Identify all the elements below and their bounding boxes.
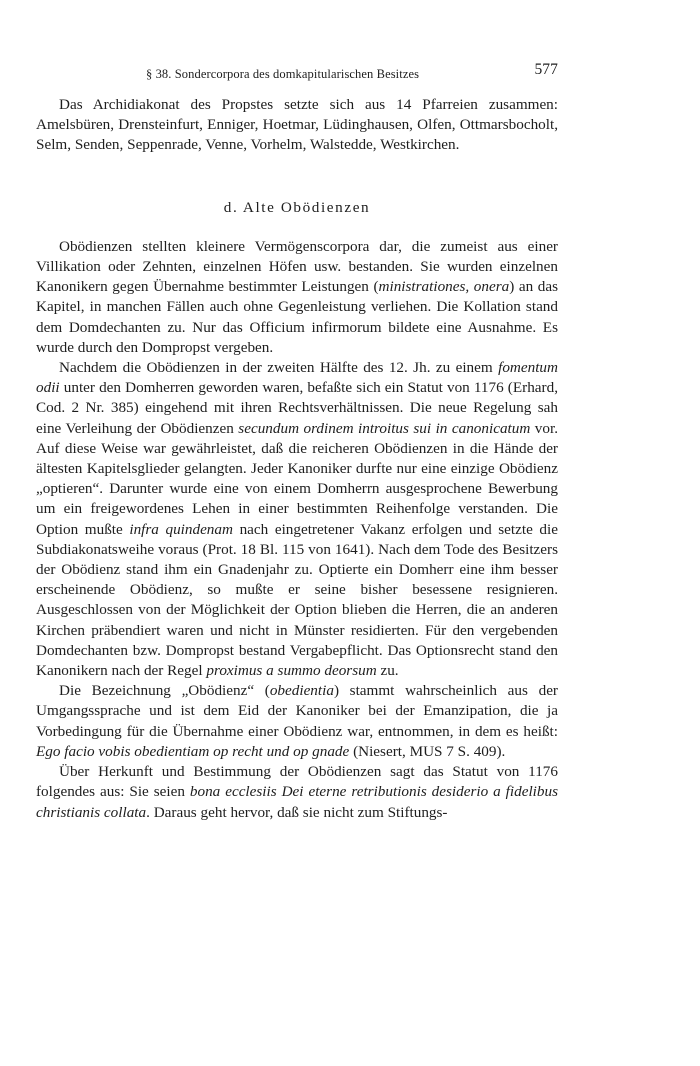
paragraph-bezeichnung bbox=[36, 681, 558, 762]
text-run: Obödienzen stellten kleinere Vermögenscorpora dar, die zumeist aus einer Villikation oder Zehnten, einzelnen Höfen usw. bestanden. Sie wurden einzelnen Kanonikern gegen Übernahme bestimmter Leistungen ( bbox=[36, 237, 558, 296]
latin-term: secundum ordinem introitus sui in canonicatum bbox=[238, 419, 531, 437]
latin-term: ministrationes, onera bbox=[378, 278, 510, 296]
text-run: Die Bezeichnung „Obödienz“ ( bbox=[59, 682, 270, 700]
text-run: Über Herkunft und Bestimmung der Obödienzen sagt das Statut von 1176 folgendes aus: Sie seien bbox=[36, 763, 558, 801]
latin-term: proximus a summo deorsum bbox=[206, 662, 377, 680]
body-text bbox=[36, 95, 558, 823]
text-run: zu. bbox=[376, 662, 399, 680]
paragraph-statut-1176 bbox=[36, 358, 558, 681]
latin-quote: bona ecclesiis Dei eterne retributionis desiderio a fidelibus christianis collata bbox=[36, 783, 558, 821]
text-run: (Niesert, MUS 7 S. 409). bbox=[349, 742, 506, 760]
text-run: vor. Auf diese Weise war gewährleistet, daß die reicheren Obödienzen in die Hände der ältesten Kapitelsglieder gelangten. Jeder Kanoniker durfte nur eine einzige Obödienz „optieren“. Darunter wurde eine von einem Domherrn ausgesprochene Bewerbung um ein freigewordenes Lehen in einer bestimmten Reihenfolge verstanden. Die Option mußte bbox=[36, 419, 558, 538]
paragraph-archidiakonat: Das Archidiakonat des Propstes setzte sich aus 14 Pfarreien zusammen: Amelsbüren, Drensteinfurt, Enniger, Hoetmar, Lüdinghausen, Olfen, Ottmarsbocholt, Selm, Senden, Seppenrade, Venne, Vorhelm, Walstedde, Westkirchen. bbox=[36, 96, 558, 154]
text-run: ) stammt wahrscheinlich aus der Umgangssprache und ist dem Eid der Kanoniker bei der Emanzipation, die ja Vorbedingung für die Übernahme einer Obödienz war, entnommen, in dem es heißt: bbox=[36, 682, 558, 740]
page-number: 577 bbox=[534, 61, 558, 78]
running-header bbox=[36, 60, 558, 82]
latin-term: fomentum odii bbox=[36, 359, 558, 397]
section-heading: d. Alte Obödienzen bbox=[223, 198, 371, 216]
latin-term: infra quindenam bbox=[129, 520, 233, 538]
section-title: § 38. Sondercorpora des domkapitularischen Besitzes bbox=[146, 67, 420, 81]
text-run: unter den Domherren geworden waren, befaßte sich ein Statut von 1176 (Erhard, Cod. 2 Nr. 385) eingehend mit ihren Rechtsverhältnissen. Die neue Regelung sah eine Verleihung der Obödienzen bbox=[36, 379, 558, 437]
text-run: . Daraus geht hervor, daß sie nicht zum Stiftungs- bbox=[146, 803, 448, 821]
paragraph-obodienzen-definition bbox=[36, 237, 558, 358]
latin-term: obedientia bbox=[269, 682, 334, 700]
text-run: Nachdem die Obödienzen in der zweiten Hälfte des 12. Jh. zu einem bbox=[59, 359, 499, 377]
paragraph-herkunft bbox=[36, 762, 558, 823]
latin-quote: Ego facio vobis obedientiam op recht und op gnade bbox=[36, 742, 350, 760]
text-run: ) an das Kapitel, in manchen Fällen auch ohne Gegenleistung verliehen. Die Kollation stand dem Domdechanten zu. Nur das Officium infirmorum bildete eine Ausnahme. Es wurde durch den Dompropst vergeben. bbox=[36, 278, 559, 356]
text-run: nach eingetretener Vakanz erfolgen und setzte die Subdiakonatsweihe voraus (Prot. 18 Bl. 115 von 1641). Nach dem Tode des Besitzers der Obödienz stand ihm ein Gnadenjahr zu. Optierte ein Domherr eine ihm besser erscheinende Obödienz, so mußte er seine bisher besessene resignieren. Ausgeschlossen von der Möglichkeit der Option blieben die Herren, die an anderen Kirchen präbendiert waren und nicht in Münster residierten. Für den vergebenden Domdechanten bzw. Dompropst bestand Vergabepflicht. Das Optionsrecht stand den Kanonikern nach der Regel bbox=[36, 520, 558, 680]
